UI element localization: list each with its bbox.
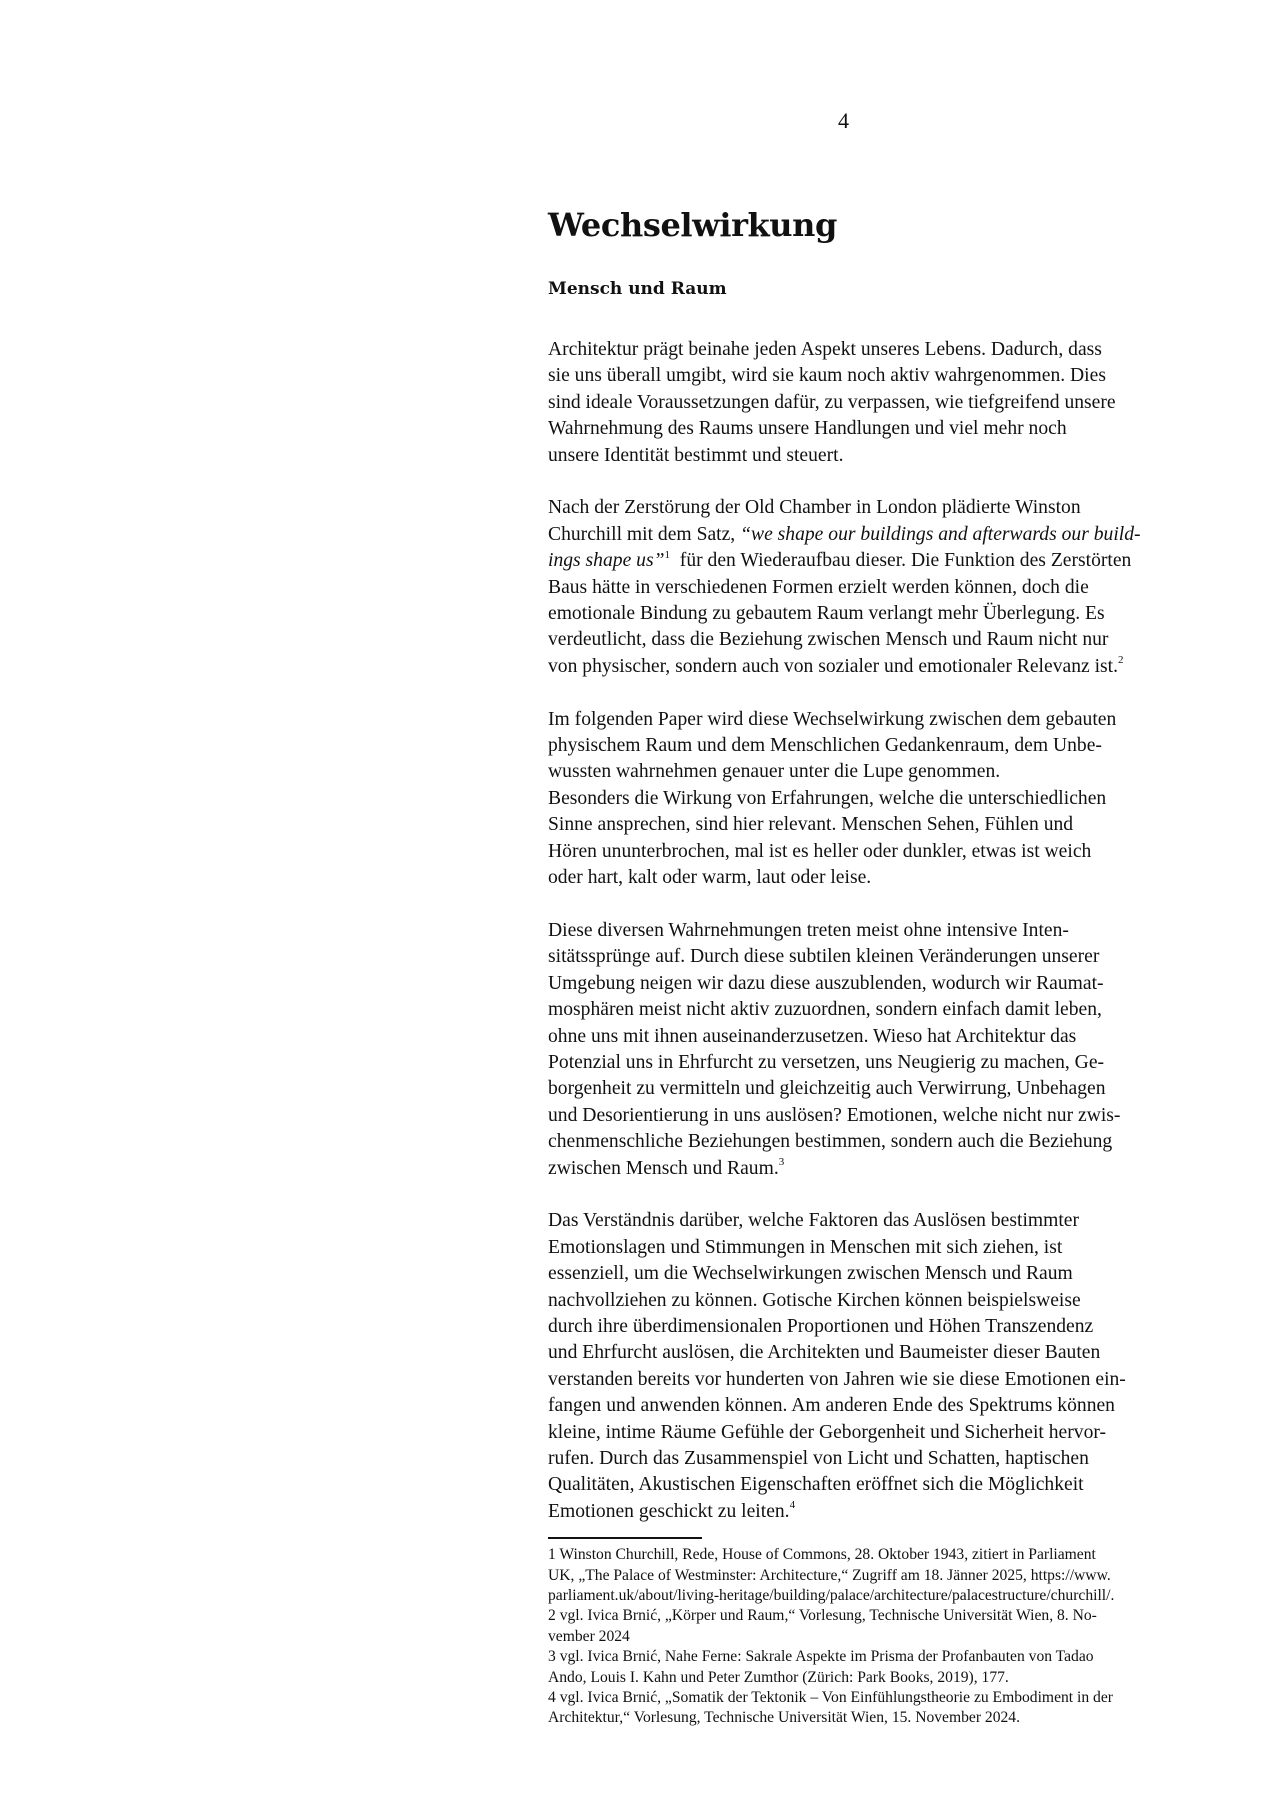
- text-line: nachvollziehen zu können. Gotische Kirchen können beispielsweise: [548, 1289, 1081, 1311]
- footnote-line: Architektur,“ Vorlesung, Technische Universität Wien, 15. November 2024.: [548, 1709, 1021, 1727]
- text-line: rufen. Durch das Zusammenspiel von Licht und Schatten, haptischen: [548, 1448, 1089, 1469]
- text-line: mosphären meist nicht aktiv zuzuordnen, sondern einfach damit leben,: [548, 999, 1102, 1021]
- footnote-line: vember 2024: [548, 1627, 630, 1645]
- text-line: Emotionslagen und Stimmungen in Menschen mit sich ziehen, ist: [548, 1236, 1063, 1258]
- footnote-line: 1 Winston Churchill, Rede, House of Commons, 28. Oktober 1943, zitiert in Parliament: [548, 1546, 1096, 1564]
- text-segment: zwischen Mensch und Raum.: [548, 1157, 779, 1179]
- text-line: Nach der Zerstörung der Old Chamber in London plädierte Winston: [548, 497, 1081, 519]
- text-line: fangen und anwenden können. Am anderen Ende des Spektrums können: [548, 1395, 1115, 1417]
- text-line: Qualitäten, Akustischen Eigenschaften eröffnet sich die Möglichkeit: [548, 1474, 1084, 1496]
- text-segment: Emotionen geschickt zu leiten.: [548, 1500, 790, 1522]
- text-line: physischem Raum und dem Menschlichen Gedankenraum, dem Unbe-: [548, 735, 1102, 757]
- text-line: unsere Identität bestimmt und steuert.: [548, 444, 844, 466]
- footnote-4: [548, 1688, 1168, 1729]
- text-line: sie uns überall umgibt, wird sie kaum noch aktiv wahrgenommen. Dies: [548, 365, 1106, 387]
- text-line: durch ihre überdimensionalen Proportionen und Höhen Transzendenz: [548, 1315, 1094, 1337]
- paragraph-3: [548, 707, 1168, 892]
- text-line: emotionale Bindung zu gebautem Raum verlangt mehr Überlegung. Es: [548, 603, 1105, 625]
- footnote-ref-2: 2: [1118, 654, 1124, 667]
- text-line: Sinne ansprechen, sind hier relevant. Menschen Sehen, Fühlen und: [548, 814, 1074, 836]
- text-line: kleine, intime Räume Gefühle der Geborgenheit und Sicherheit hervor-: [548, 1421, 1107, 1443]
- text-line: Umgebung neigen wir dazu diese auszublenden, wodurch wir Raumat-: [548, 972, 1104, 994]
- footnote-3: [548, 1647, 1168, 1688]
- text-line: Baus hätte in verschiedenen Formen erzielt werden können, doch die: [548, 576, 1089, 598]
- text-line: Architektur prägt beinahe jeden Aspekt unseres Lebens. Dadurch, dass: [548, 339, 1102, 360]
- footnote-line: 3 vgl. Ivica Brnić, Nahe Ferne: Sakrale Aspekte im Prisma der Profanbauten von Tadao: [548, 1648, 1094, 1666]
- churchill-quote-end: ings shape us”: [548, 550, 665, 572]
- footnote-1: [548, 1545, 1168, 1606]
- text-line: essenziell, um die Wechselwirkungen zwischen Mensch und Raum: [548, 1263, 1073, 1285]
- text-segment: Churchill mit dem Satz,: [548, 523, 736, 545]
- text-line: und Ehrfurcht auslösen, die Architekten und Baumeister dieser Bauten: [548, 1342, 1101, 1364]
- text-line: ohne uns mit ihnen auseinanderzusetzen. Wieso hat Architektur das: [548, 1025, 1077, 1047]
- footnote-line: 4 vgl. Ivica Brnić, „Somatik der Tektonik – Von Einfühlungstheorie zu Embodiment in der: [548, 1689, 1113, 1707]
- text-line: borgenheit zu vermitteln und gleichzeitig auch Verwirrung, Unbehagen: [548, 1078, 1106, 1100]
- text-line: sitätssprünge auf. Durch diese subtilen kleinen Veränderungen unserer: [548, 946, 1100, 968]
- footnote-divider: [548, 1537, 702, 1539]
- text-line: Hören ununterbrochen, mal ist es heller oder dunkler, etwas ist weich: [548, 840, 1092, 862]
- text-line: [548, 522, 1168, 548]
- text-line: und Desorientierung in uns auslösen? Emotionen, welche nicht nur zwis-: [548, 1104, 1121, 1126]
- footnote-line: UK, „The Palace of Westminster: Architecture,“ Zugriff am 18. Jänner 2025, https://www.: [548, 1566, 1111, 1584]
- footnote-line: parliament.uk/about/living-heritage/building/palace/architecture/palacestructure/churchill/.: [548, 1587, 1115, 1605]
- text-line: wussten wahrnehmen genauer unter die Lupe genommen.: [548, 761, 1001, 783]
- text-line: Das Verständnis darüber, welche Faktoren das Auslösen bestimmter: [548, 1210, 1080, 1232]
- page-number: 4: [838, 108, 849, 133]
- text-line: verdeutlicht, dass die Beziehung zwischen Mensch und Raum nicht nur: [548, 629, 1109, 651]
- footnotes: [548, 1545, 1168, 1729]
- footnote-2: [548, 1606, 1168, 1647]
- page-title: Wechselwirkung: [548, 206, 838, 244]
- footnote-line: 2 vgl. Ivica Brnić, „Körper und Raum,“ Vorlesung, Technische Universität Wien, 8. No-: [548, 1607, 1097, 1625]
- text-line: [548, 1499, 1168, 1525]
- text-line: [548, 1156, 1168, 1182]
- page-content: [548, 205, 1168, 1729]
- footnote-ref-3: 3: [778, 1156, 785, 1169]
- text-line: verstanden bereits vor hunderten von Jahren wie sie diese Emotionen ein-: [548, 1368, 1126, 1390]
- text-line: Besonders die Wirkung von Erfahrungen, welche die unterschiedlichen: [548, 787, 1107, 809]
- paragraph-5: [548, 1208, 1168, 1525]
- text-line: Wahrnehmung des Raums unsere Handlungen und viel mehr noch: [548, 418, 1067, 440]
- text-line: [548, 548, 1168, 574]
- text-line: oder hart, kalt oder warm, laut oder leise.: [548, 867, 872, 889]
- body-text: [548, 337, 1168, 1525]
- text-segment: von physischer, sondern auch von sozialer und emotionaler Relevanz ist.: [548, 655, 1118, 677]
- text-line: Diese diversen Wahrnehmungen treten meist ohne intensive Inten-: [548, 919, 1069, 941]
- text-line: [548, 654, 1168, 680]
- text-line: Im folgenden Paper wird diese Wechselwirkung zwischen dem gebauten: [548, 708, 1117, 730]
- paragraph-1: [548, 337, 1168, 469]
- footnote-line: Ando, Louis I. Kahn und Peter Zumthor (Zürich: Park Books, 2019), 177.: [548, 1668, 1009, 1686]
- footnote-ref-4: 4: [789, 1499, 796, 1512]
- paragraph-2: [548, 495, 1168, 680]
- churchill-quote: “we shape our buildings and afterwards our build-: [740, 523, 1141, 545]
- footnote-ref-1: 1: [664, 548, 670, 561]
- section-subtitle: Mensch und Raum: [548, 279, 727, 299]
- text-segment: für den Wiederaufbau dieser. Die Funktion des Zerstörten: [679, 550, 1132, 572]
- text-line: chenmenschliche Beziehungen bestimmen, sondern auch die Beziehung: [548, 1131, 1113, 1153]
- paragraph-4: [548, 918, 1168, 1182]
- text-line: sind ideale Voraussetzungen dafür, zu verpassen, wie tiefgreifend unsere: [548, 391, 1116, 413]
- text-line: Potenzial uns in Ehrfurcht zu versetzen, uns Neugierig zu machen, Ge-: [548, 1051, 1105, 1073]
